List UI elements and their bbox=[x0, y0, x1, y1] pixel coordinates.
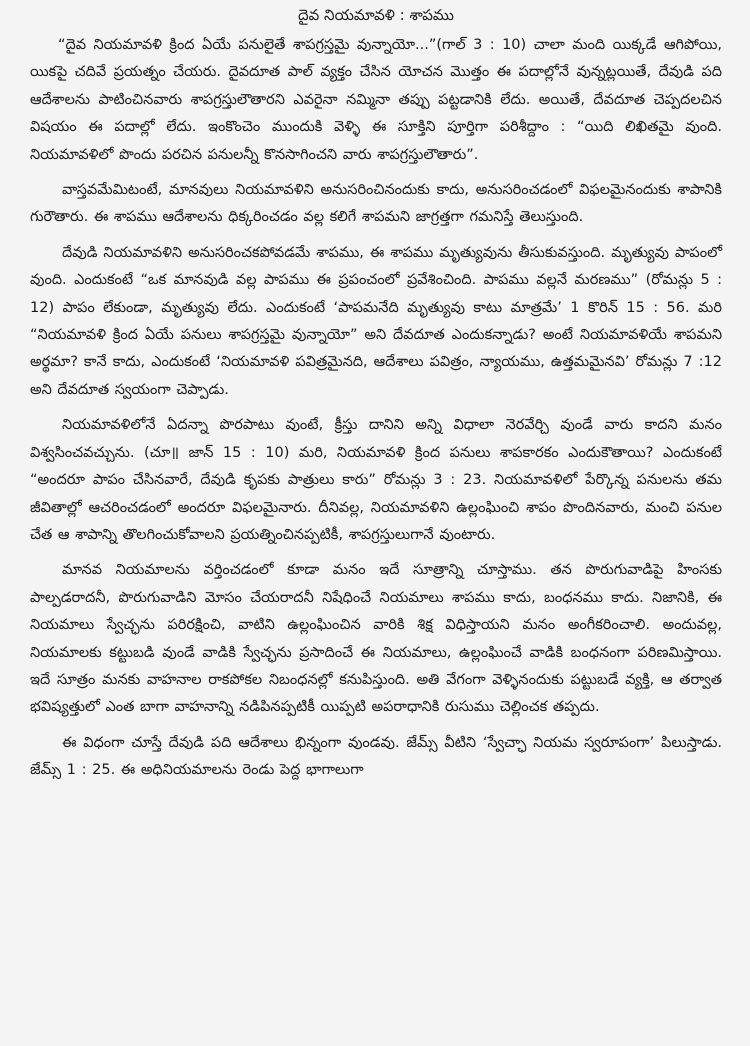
paragraph-4: నియమావళిలోనే ఏదన్నా పొరపాటు వుంటే, క్రీస్తు దానిని అన్ని విధాలా నెరవేర్చి వుండే వారు కాదని మనం విశ్వసించవచ్చును. (చూ॥ జాన్ 15 : 10) మరి, నియమావళి క్రింద పనులు శాపకారకం ఎందుకౌతాయి? ఎందుకంటే “అందరూ పాపం చేసినవారే, దేవుడి కృపకు పాత్రులు కారు” రోమన్లు 3 : 23. నియమావళిలో పేర్కొన్న పనులను తమ జీవితాల్లో ఆచరించడంలో అందరూ విఫలమైనారు. దీనివల్ల, నియమావళిని ఉల్లంఘించి శాపం పొందినవారు, మంచి పనుల చేత ఆ శాపాన్ని తొలగించుకోవాలని ప్రయత్నించినప్పటికీ, శాపగ్రస్తులుగానే వుంటారు. bbox=[30, 417, 722, 543]
paragraph-2: వాస్తవమేమిటంటే, మానవులు నియమావళిని అనుసరించినందుకు కాదు, అనుసరించడంలో విఫలమైనందుకు శాపానికి గురౌతారు. ఈ శాపము ఆదేశాలను ధిక్కరించడం వల్ల కలిగే శాపమని జాగ్రత్తగా గమనిస్తే తెలుస్తుంది. bbox=[30, 182, 722, 226]
paragraph-6: ఈ విధంగా చూస్తే దేవుడి పది ఆదేశాలు భిన్నంగా వుండవు. జేమ్స్ వీటిని ‘స్వేచ్ఛా నియమ స్వరూపంగా’ పిలుస్తాడు. జేమ్స్ 1 : 25. ఈ అధినియమాలను రెండు పెద్ద భాగాలుగా bbox=[30, 734, 722, 779]
paragraph-5: మానవ నియమాలను వర్తించడంలో కూడా మనం ఇదే సూత్రాన్ని చూస్తాము. తన పొరుగువాడిపై హింసకు పాల్పడరాదనీ, పొరుగువాడిని మోసం చేయరాదనీ నిషేధించే నియమాలు శాపము కాదు, బంధనము కాదు. నిజానికి, ఈ నియమాలు స్వేచ్ఛను పరిరక్షించి, వాటిని ఉల్లంఘించిన వారికి శిక్ష విధిస్తాయని మనం అంగీకరించాలి. అందువల్ల, నియమాలకు కట్టుబడి వుండే వాడికి స్వేచ్ఛను ప్రసాదించే ఈ నియమాలు, ఉల్లంఘించే వాడికి బంధనంగా పరిణమిస్తాయి. ఇదే సూత్రం మనకు వాహనాల రాకపోకల నిబంధనల్లో కనుపిస్తుంది. అతి వేగంగా వెళ్ళినందుకు పట్టుబడే వ్యక్తి, ఆ తర్వాత భవిష్యత్తులో ఎంత బాగా వాహనాన్ని నడిపినప్పటికీ యిప్పటి అపరాధానికి రుసుము చెల్లించక తప్పదు. bbox=[30, 562, 722, 716]
page-title: దైవ నియమావళి : శాపము bbox=[298, 6, 454, 24]
paragraph-3: దేవుడి నియమావళిని అనుసరించకపోవడమే శాపము, ఈ శాపము మృత్యువును తీసుకువస్తుంది. మృత్యువు పాపంలో వుంది. ఎందుకంటే “ఒక మానవుడి వల్ల పాపము ఈ ప్రపంచంలో ప్రవేశించింది. పాపము వల్లనే మరణము” (రోమన్లు 5 : 12) పాపం లేకుండా, మృత్యువు లేదు. ఎందుకంటే ‘పాపమనేది మృత్యువు కాటు మాత్రమే’ 1 కొరిన్ 15 : 56. మరి “నియమావళి క్రింద ఏయే పనులు శాపగ్రస్తమై వున్నాయో” అని దేవదూత ఎందుకన్నాడు? అంటే నియమావళియే శాపమని అర్థమా? కానే కాదు, ఎందుకంటే ‘నియమావళి పవిత్రమైనది, ఆదేశాలు పవిత్రం, న్యాయము, ఉత్తమమైనవి’ రోమన్లు 7 :12 అని దేవదూత స్వయంగా చెప్పాడు. bbox=[30, 244, 722, 398]
paragraph-1: “దైవ నియమావళి క్రింద ఏయే పనులైతే శాపగ్రస్తమై వున్నాయో...”(గాల్ 3 : 10) చాలా మంది యిక్కడే ఆగిపోయి, యికపై చదివే ప్రయత్నం చేయరు. దైవదూత పాల్ వ్యక్తం చేసిన యోచన మొత్తం ఈ పదాల్లోనే వున్నట్లయితే, దేవుడి పది ఆదేశాలను పాటించినవారు శాపగ్రస్తులౌతారని ఎవరైనా నమ్మినా తప్పు పట్టడానికి లేదు. అయితే, దేవదూత చెప్పదలచిన విషయం ఈ పదాల్లో లేదు. ఇంకొంచెం ముందుకి వెళ్ళి ఈ సూక్తిని పూర్తిగా పరిశీద్దాం : “యిది లిఖితమై వుంది. నియమావళిలో పొందు పరచిన పనులన్నీ కొనసాగించని వారు శాపగ్రస్తులౌతారు”. bbox=[30, 37, 722, 163]
